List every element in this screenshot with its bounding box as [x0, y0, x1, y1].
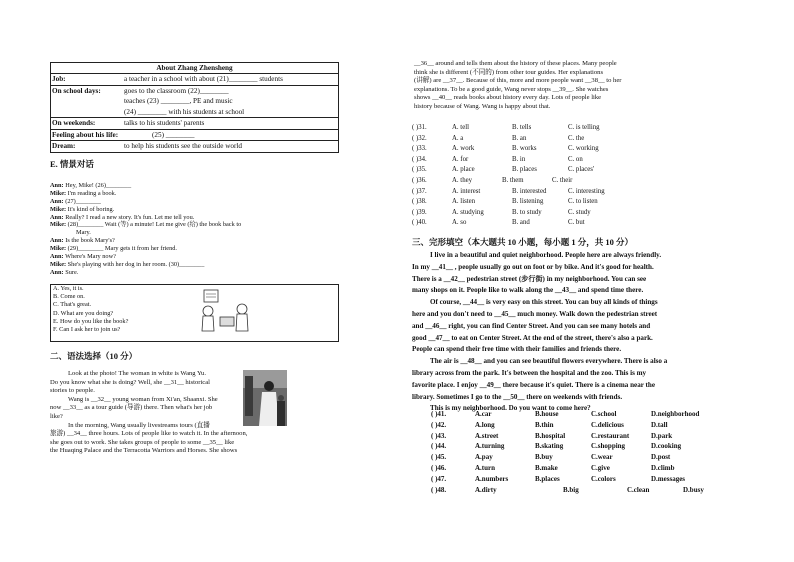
row-label: On weekends: — [52, 119, 96, 127]
choice-row: ( )45. A.pay B.buy C.wear D.post — [431, 453, 671, 462]
dialog-line: Ann: Sure. — [50, 268, 79, 276]
option-item: E. How do you like the book? — [53, 317, 129, 325]
passage-line: I live in a beautiful and quiet neighborhood. People here are always friendly. — [430, 251, 662, 259]
section-3-title: 三、完形填空（本大题共 10 小题，每小题 1 分，共 10 分） — [412, 237, 634, 247]
tour-guide-photo — [243, 370, 287, 426]
choice-row: ( )44. A.turning B.skating C.shopping D.cooking — [431, 442, 682, 451]
table-row — [51, 141, 338, 152]
section-2-title: 二、语法选择（10 分） — [50, 351, 138, 361]
dialog-line: Ann: (27)________ — [50, 197, 101, 205]
choice-row: ( )43. A.street B.hospital C.restaurant D.park — [431, 431, 673, 440]
dialog-line: Mike: (28)________ Wait (等) a minute! Let me give (给) the book back to — [50, 221, 242, 229]
info-table — [50, 62, 339, 153]
choice-row: ( )46. A.turn B.make C.give D.climb — [431, 463, 675, 472]
passage-line: explanations. To be a good guide, Wang never stops __39__. She watches — [414, 85, 609, 93]
passage-line: (讲解) are __37__. Because of this, more and more people want __38__ to her — [414, 77, 622, 85]
choice-row: ( )31. A. tell B. tells C. is telling — [412, 124, 600, 131]
passage-line: many shops on it. People like to walk along the __43__ and spend time there. — [412, 286, 644, 295]
passage-line: history because of Wang. Wang is happy about that. — [414, 102, 551, 110]
table-row — [51, 74, 338, 86]
passage-line: now __33__ as a tour guide (导游) there. Then what's her job — [50, 404, 213, 412]
passage-line: good __47__ to eat on Center Street. At the end of the street, there's also a park. — [412, 333, 653, 342]
dialog-options-box — [50, 284, 339, 342]
passage-line: and __46__ right, you can find Center Street. And you can see many hotels and — [412, 321, 651, 330]
row-value: goes to the classroom (22)________ — [124, 86, 229, 95]
passage-line: Do you know what she is doing? Well, she __31__ historical — [50, 378, 210, 386]
choice-row: ( )36. A. they B. them C. their — [412, 176, 573, 184]
row-label: Job: — [52, 75, 66, 83]
dialog-line: Ann: Is the book Mary's? — [50, 237, 115, 245]
section-e-title: E. 情景对话 — [50, 159, 94, 169]
passage-line: the Huaqing Palace and the Terracotta Warriors and Horses. She shows — [50, 447, 238, 455]
dialog-line: Mike: She's playing with her dog in her room. (30)________ — [50, 260, 205, 268]
choice-row: ( )38. A. listen B. listening C. to listen — [412, 198, 598, 206]
choice-row: ( )33. A. work B. works C. working — [412, 145, 599, 153]
cartoon-illustration — [196, 287, 256, 335]
choice-row: ( )37. A. interest B. interested C. interesting — [412, 187, 605, 195]
passage-line: There is a __42__ pedestrian street (步行街) in my neighborhood. You can see — [412, 274, 647, 283]
row-label: Dream: — [52, 142, 76, 150]
passage-line: stories to people. — [50, 387, 95, 395]
passage-line: library across from the park. It's between the hospital and the zoo. This is my — [412, 368, 647, 377]
choice-row: ( )34. A. for B. in C. on — [412, 155, 583, 163]
choice-row: ( )47. A.numbers B.places C.colors D.messages — [431, 474, 686, 483]
passage-line: This is my neighborhood. Do you want to come here? — [430, 404, 591, 413]
choice-row: ( )35. A. place B. places C. places' — [412, 166, 595, 174]
row-value: teaches (23) ________, PE and music — [124, 97, 233, 105]
choice-row: ( )41. A.car B.house C.school D.neighborhood — [431, 410, 700, 418]
passage-intro — [50, 370, 240, 430]
dialog-line: Ann: Really? I read a new story. It's fun. Let me tell you. — [50, 213, 195, 221]
cloze-choices — [431, 409, 704, 495]
option-item: D. What are you doing? — [53, 309, 114, 317]
row-value: (24) ________ with his students at school — [124, 107, 245, 116]
passage-line: __36__ around and tells them about the history of these places. Many people — [414, 60, 617, 67]
choice-row: ( )42. A.long B.thin C.delicious D.tall — [431, 420, 668, 429]
option-item: A. Yes, it is. — [53, 285, 84, 292]
passage-line: In the morning, Wang usually livestreams tours (直播 — [68, 421, 210, 429]
table-row — [51, 86, 338, 119]
dialog-line: Ann: Where's Mary now? — [50, 253, 116, 261]
dialog-line: Mike: I'm reading a book. — [50, 189, 117, 197]
passage-line: library. Sometimes I go to the __50__ there on weekends with friends. — [412, 392, 623, 401]
table-title: About Zhang Zhensheng — [51, 63, 338, 74]
passage-continued — [50, 430, 290, 456]
row-label: On school days: — [52, 86, 101, 95]
dialog-line: Mike: (29)________ Mary gets it from her friend. — [50, 245, 177, 253]
passage-right — [414, 60, 690, 112]
dialog-line: Mike: It's kind of boring. — [50, 205, 115, 213]
passage-line: she goes out to work. She takes groups of people to some __35__ like — [50, 438, 235, 446]
passage-line: here and you don't need to __45__ much money. Walk down the pedestrian street — [412, 309, 658, 318]
passage-line: Look at the photo! The woman in white is Wang Yu. — [68, 370, 206, 377]
dialog-line: Ann: Hey, Mike! (26)________ — [50, 182, 132, 189]
passage-line: The air is __48__ and you can see beautiful flowers everywhere. There is also a — [430, 357, 668, 366]
passage-line: 旅游) __34__ three hours. Lots of people like to watch it. In the afternoon, — [50, 430, 248, 437]
passage-line: think she is different (不同的) from other tour guides. Her explanations — [414, 68, 604, 76]
cloze-passage — [412, 250, 748, 415]
row-value: talks to his students' parents — [124, 119, 205, 127]
option-item: B. Come on. — [53, 293, 85, 301]
table-row — [51, 118, 338, 130]
grammar-choices — [412, 123, 605, 229]
row-value: (25) ________ — [152, 130, 195, 139]
choice-row: ( )32. A. a B. an C. the — [412, 134, 585, 142]
passage-line: Of course, __44__ is very easy on this street. You can buy all kinds of things — [430, 298, 658, 307]
passage-line: shows __40__ reads books about history every day. Lots of people like — [414, 94, 602, 102]
table-row — [51, 130, 338, 142]
passage-line: People can spend their free time with their families and friends there. — [412, 345, 622, 354]
option-item: F. Can I ask her to join us? — [53, 325, 121, 333]
choice-row: ( )39. A. studying B. to study C. study — [412, 208, 591, 216]
option-item: C. That's great. — [53, 301, 92, 309]
passage-line: Wang is __32__ young woman from Xi'an, Shaanxi. She — [68, 395, 218, 403]
choice-row: ( )48. A.dirty B.big C.clean D.busy — [431, 485, 704, 494]
dialog — [50, 182, 290, 277]
dialog-line: Mary. — [76, 229, 91, 237]
row-value: a teacher in a school with about (21)________ students — [124, 75, 283, 83]
row-label: Feeling about his life: — [52, 130, 119, 139]
passage-line: In my __41__ , people usually go out on foot or by bike. And it's good for health. — [412, 262, 654, 271]
row-value: to help his students see the outside world — [124, 142, 242, 150]
passage-line: favorite place. I enjoy __49__ there because it's quiet. There is a cinema near the — [412, 380, 655, 389]
passage-line: like? — [50, 412, 63, 420]
choice-row: ( )40. A. so B. and C. but — [412, 219, 585, 227]
